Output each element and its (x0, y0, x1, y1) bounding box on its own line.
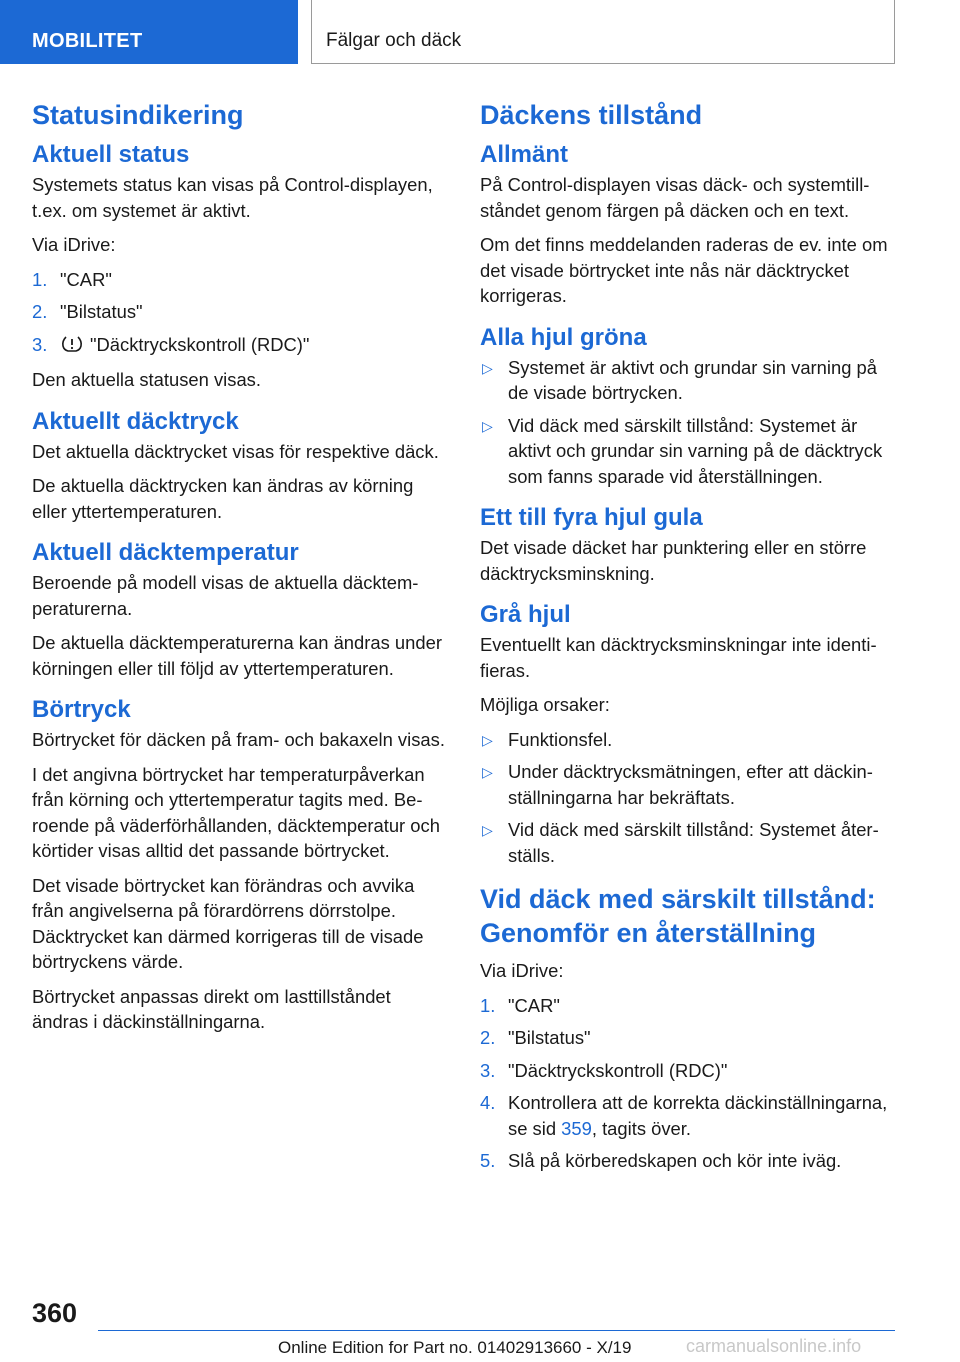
paragraph: Via iDrive: (32, 234, 116, 255)
paragraph: De aktuella däcktemperaturerna kan ändras under körningen eller till följd av yttertemperaturen. (32, 632, 442, 679)
section-label: MOBILITET (32, 30, 143, 52)
grey-list (480, 727, 896, 869)
paragraph: I det angivna börtrycket har temperaturpåverkan från körning och yttertemperatur tagits med. Beroende på väderförhållanden, däcktemperatur och körtider visas alltid det passande börtrycket. (32, 763, 440, 861)
heading-general: Allmänt (480, 141, 569, 168)
bullet-text: Funktionsfel. (508, 728, 613, 750)
step-number: 4. (480, 1092, 496, 1113)
section-tab (0, 0, 298, 64)
heading-yellow: Ett till fyra hjul gula (480, 504, 703, 531)
list-item (480, 1148, 896, 1174)
reset-steps (480, 993, 896, 1174)
triangle-right-icon: ▷ (482, 822, 493, 838)
right-column (480, 98, 896, 1181)
bullet-text: Vid däck med särskilt tillstånd: Systemet är aktivt och grundar sin varning på de däcktryck som fanns sparade vid återställningen. (508, 414, 883, 487)
step-number: 5. (480, 1150, 496, 1171)
step-number: 3. (480, 1059, 496, 1081)
heading-current-status: Aktuell status (32, 141, 190, 168)
step-number: 1. (480, 994, 496, 1016)
step-number: 2. (32, 301, 48, 322)
green-list (480, 355, 896, 490)
section-title-tire-condition: Däckens tillstånd (480, 100, 703, 130)
step-text: "Däcktryckskontroll (RDC)" (90, 333, 310, 355)
list-item (32, 267, 448, 293)
list-item (480, 1090, 896, 1141)
triangle-right-icon: ▷ (482, 417, 493, 434)
heading-grey: Grå hjul (480, 601, 571, 628)
step-text: "CAR" (60, 268, 112, 290)
heading-current-pressure: Aktuellt däcktryck (32, 407, 239, 435)
section-title-status-indication: Statusindikering (32, 100, 244, 130)
triangle-right-icon: ▷ (482, 359, 493, 376)
paragraph: Den aktuella statusen visas. (32, 369, 261, 390)
step-text: Slå på körberedskapen och kör inte iväg. (508, 1150, 842, 1171)
list-item (480, 817, 896, 868)
step-number: 2. (480, 1027, 496, 1048)
chapter-label: Fälgar och däck (326, 30, 462, 51)
list-item (480, 759, 896, 810)
bullet-text: Vid däck med särskilt tillstånd: Systemet återställs. (508, 819, 879, 866)
heading-target-pressure: Börtryck (32, 696, 131, 723)
paragraph: De aktuella däcktrycken kan ändras av körning eller yttertemperaturen. (32, 475, 414, 522)
list-item (480, 1058, 896, 1084)
step-number: 3. (32, 333, 48, 355)
list-item (32, 332, 448, 361)
bullet-text: Under däcktrycksmätningen, efter att däckinställningarna har bekräftats. (508, 761, 873, 808)
step-text: "Bilstatus" (508, 1027, 591, 1048)
page-number: 360 (32, 1298, 78, 1328)
paragraph: Börtrycket för däcken på fram- och bakaxeln visas. (32, 729, 445, 750)
chapter-header (311, 0, 895, 64)
paragraph: Det visade däcket har punktering eller en större däcktrycksminskning. (480, 537, 867, 584)
list-item (480, 993, 896, 1019)
step-number: 1. (32, 268, 48, 290)
idrive-steps (32, 267, 448, 361)
step-text: "Bilstatus" (60, 301, 143, 322)
paragraph: Det aktuella däcktrycket visas för respektive däck. (32, 440, 439, 462)
paragraph: Systemets status kan visas på Control-displayen, t.ex. om systemet är aktivt. (32, 174, 433, 221)
paragraph: Det visade börtrycket kan förändras och avvika från angivelserna på förardörrens dörrstolpe. Däcktrycket kan därmed korrigeras till de visade börtryckens värde. (32, 874, 424, 972)
page-reference-link[interactable]: 359 (561, 1117, 592, 1139)
list-item (480, 1025, 896, 1051)
list-item (480, 355, 896, 406)
section-title-reset: Vid däck med särskilt tillstånd: Genomför en återställning (480, 884, 876, 948)
footer-divider (98, 1330, 895, 1331)
list-item (32, 299, 448, 325)
step-text: "Däcktryckskontroll (RDC)" (508, 1059, 728, 1081)
left-column (32, 98, 448, 1044)
heading-current-temperature: Aktuell däcktemperatur (32, 539, 299, 566)
paragraph: Möjliga orsaker: (480, 694, 610, 715)
step-text: , tagits över. (591, 1117, 691, 1139)
paragraph: Eventuellt kan däcktrycksminskningar inte identifieras. (480, 634, 877, 681)
triangle-right-icon: ▷ (482, 764, 493, 780)
heading-all-green: Alla hjul gröna (480, 323, 647, 351)
paragraph: Via iDrive: (480, 960, 564, 981)
step-text: Kontrollera att de korrekta däckinställningarna, se sid (508, 1092, 888, 1139)
edition-text: Online Edition for Part no. 01402913660 - X/19 (278, 1338, 632, 1357)
tire-pressure-warning-icon (60, 334, 84, 361)
bullet-text: Systemet är aktivt och grundar sin varning på de visade börtrycken. (508, 356, 878, 403)
paragraph: Om det finns meddelanden raderas de ev. inte om det visade börtrycket inte nås när däcktrycket korrigeras. (480, 234, 888, 306)
step-text: "CAR" (508, 994, 560, 1016)
paragraph: Beroende på modell visas de aktuella däcktemperaturerna. (32, 572, 419, 619)
paragraph: Börtrycket anpassas direkt om lasttillståndet ändras i däckinställningarna. (32, 985, 391, 1032)
list-item (480, 727, 896, 753)
paragraph: På Control-displayen visas däck- och systemtillståndet genom färgen på däcken och en text. (480, 174, 870, 221)
watermark: carmanualsonline.info (686, 1336, 862, 1356)
triangle-right-icon: ▷ (482, 731, 493, 748)
list-item (480, 413, 896, 490)
